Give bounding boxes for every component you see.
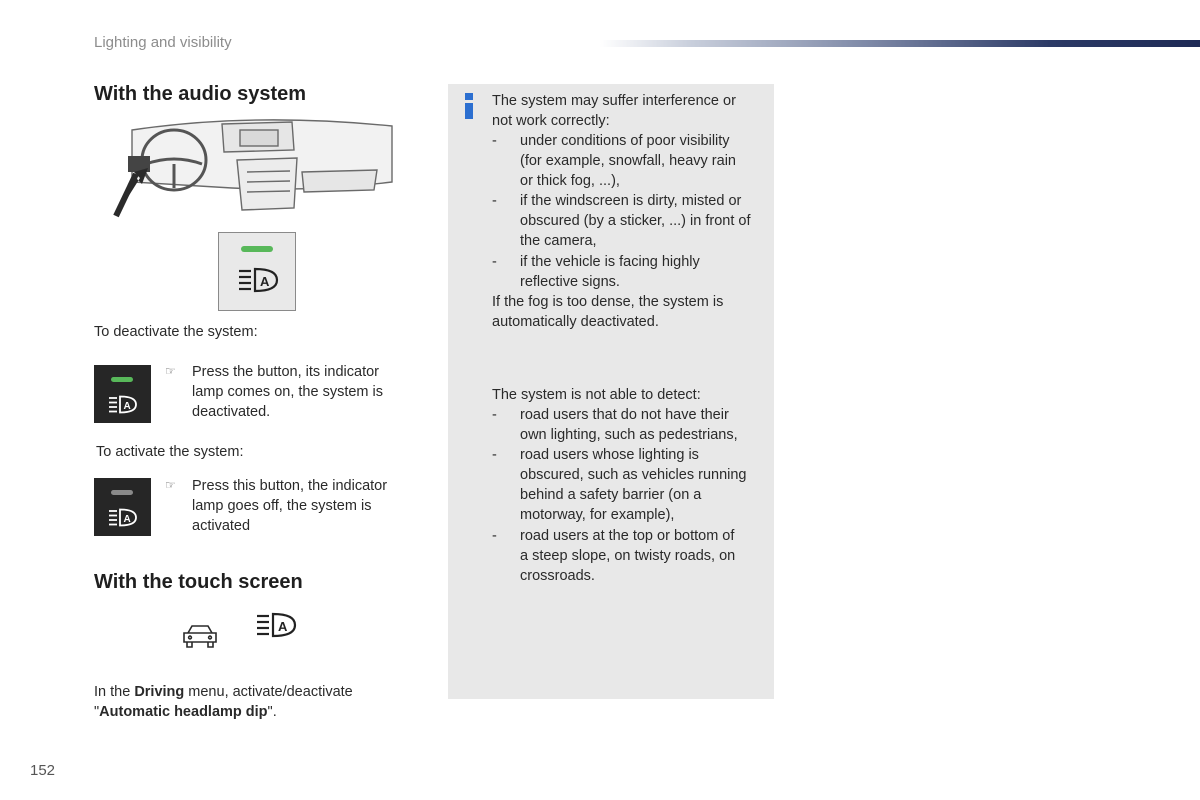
list-text: obscured (by a sticker, ...) in front of — [520, 213, 751, 229]
info-icon-bar — [465, 103, 473, 119]
menu-middle: menu, activate/deactivate — [184, 684, 353, 700]
list-text: road users that do not have their — [520, 407, 729, 423]
list-text: if the windscreen is dirty, misted or — [520, 193, 742, 209]
menu-name: Driving — [134, 684, 185, 700]
menu-option: Automatic headlamp dip — [99, 704, 268, 720]
list-text: or thick fog, ...), — [520, 173, 620, 189]
headlamp-button-on — [94, 365, 151, 423]
quote-open: " — [94, 704, 100, 720]
list-text: crossroads. — [520, 568, 595, 584]
list-dash: - — [492, 254, 497, 270]
auto-headlamp-icon — [108, 508, 138, 528]
dashboard-illustration — [112, 112, 398, 222]
deactivate-intro: To deactivate the system: — [94, 324, 258, 340]
list-dash: - — [492, 193, 497, 209]
menu-prefix: In the — [94, 684, 135, 700]
deactivate-step-line-1: Press the button, its indicator — [192, 364, 379, 380]
auto-headlamp-icon — [108, 395, 138, 415]
page-number: 152 — [30, 762, 56, 779]
bullet-symbol: ☞ — [165, 478, 176, 492]
list-text: under conditions of poor visibility — [520, 133, 730, 149]
car-icon — [180, 623, 220, 649]
svg-text:A: A — [260, 274, 270, 289]
info-icon — [464, 93, 474, 119]
list-dash: - — [492, 133, 497, 149]
activate-step-line-3: activated — [192, 518, 251, 534]
list-text: the camera, — [520, 233, 597, 249]
list-text: reflective signs. — [520, 274, 620, 290]
auto-headlamp-icon — [255, 612, 297, 640]
indicator-lamp-on — [111, 377, 133, 382]
list-dash: - — [492, 407, 497, 423]
fog-note-line-1: If the fog is too dense, the system is — [492, 294, 724, 310]
activate-step-line-2: lamp goes off, the system is — [192, 498, 372, 514]
touch-screen-title: With the touch screen — [94, 571, 303, 593]
list-text: motorway, for example), — [520, 507, 675, 523]
list-text: own lighting, such as pedestrians, — [520, 427, 738, 443]
audio-system-title: With the audio system — [94, 83, 307, 105]
list-text: behind a safety barrier (on a — [520, 487, 702, 503]
list-dash: - — [492, 447, 497, 463]
svg-text:A: A — [123, 514, 131, 525]
list-text: a steep slope, on twisty roads, on — [520, 548, 736, 564]
menu-instruction-line-1 — [94, 682, 353, 702]
indicator-lamp-off — [111, 490, 133, 495]
indicator-lamp-on — [241, 246, 273, 252]
list-text: obscured, such as vehicles running — [520, 467, 747, 483]
fog-note-line-2: automatically deactivated. — [492, 314, 659, 330]
svg-text:A: A — [278, 619, 288, 634]
deactivate-step-line-2: lamp comes on, the system is — [192, 384, 383, 400]
activate-intro: To activate the system: — [96, 444, 244, 460]
info-intro-line-1: The system may suffer interference or — [492, 93, 736, 109]
section-header: Lighting and visibility — [94, 34, 232, 51]
list-text: (for example, snowfall, heavy rain — [520, 153, 736, 169]
svg-text:A: A — [123, 401, 131, 412]
info-intro-line-2: not work correctly: — [492, 113, 610, 129]
quote-close: ". — [267, 704, 277, 720]
bullet-symbol: ☞ — [165, 364, 176, 378]
list-dash: - — [492, 528, 497, 544]
activate-step-line-1: Press this button, the indicator — [192, 478, 388, 494]
auto-headlamp-icon — [237, 267, 279, 295]
headlamp-button-illustration — [218, 232, 296, 311]
detect-intro: The system is not able to detect: — [492, 387, 701, 403]
menu-instruction-line-2 — [94, 702, 277, 722]
info-icon-dot — [465, 93, 473, 100]
list-text: road users at the top or bottom of — [520, 528, 735, 544]
list-text: if the vehicle is facing highly — [520, 254, 700, 270]
header-rule — [600, 40, 1200, 47]
list-text: road users whose lighting is — [520, 447, 699, 463]
deactivate-step-line-3: deactivated. — [192, 404, 271, 420]
headlamp-button-off — [94, 478, 151, 536]
